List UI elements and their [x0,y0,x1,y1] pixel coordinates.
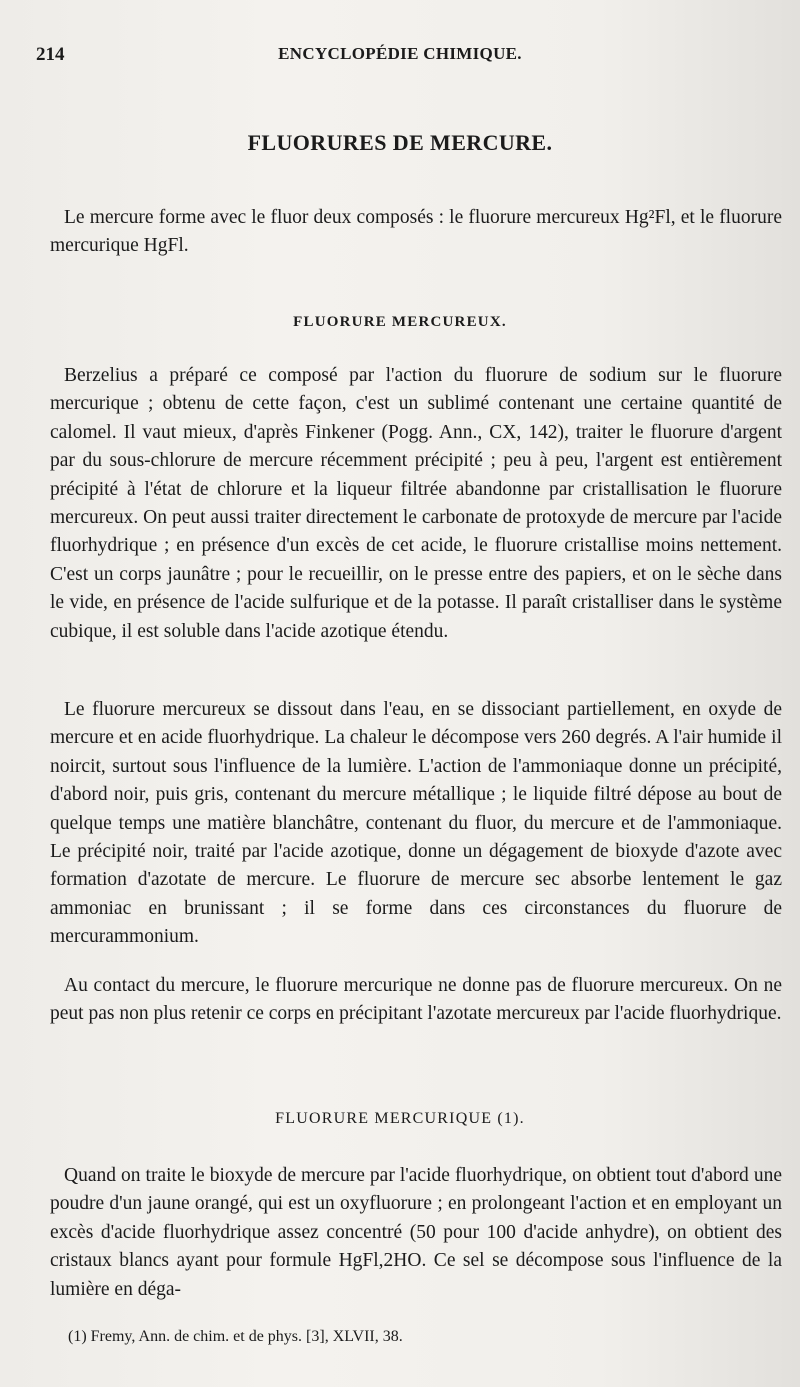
section-title-fluorure-mercurique: FLUORURE MERCURIQUE (1). [275,1110,525,1127]
body-paragraph: Au contact du mercure, le fluorure mercurique ne donne pas de fluorure mercureux. On ne peut pas non plus retenir ce corps en précipitant l'azotate mercureux par l'acide fluorhydrique. [50,975,782,1025]
page-number: 214 [36,44,65,65]
journal-title: ENCYCLOPÉDIE CHIMIQUE. [278,44,522,63]
section-title-fluorure-mercureux: FLUORURE MERCUREUX. [293,314,507,330]
body-paragraph: Quand on traite le bioxyde de mercure par l'acide fluorhydrique, on obtient tout d'abord une poudre d'un jaune orangé, qui est un oxyfluorure ; en prolongeant l'action et en employant un excès d'acide fluorhydrique assez concentré (50 pour 100 d'acide anhydre), on obtient des cristaux blancs ayant pour formule HgFl,2HO. Ce sel se décompose sous l'influence de la lumière en déga- [50,1165,782,1300]
running-header [36,44,764,72]
body-paragraph: Le fluorure mercureux se dissout dans l'eau, en se dissociant partiellement, en oxyde de mercure et en acide fluorhydrique. La chaleur le décompose vers 260 degrés. A l'air humide il noircit, surtout sous l'influence de la lumière. L'action de l'ammoniaque donne un précipité, d'abord noir, puis gris, contenant du mercure métallique ; le liquide filtré dépose au bout de quelque temps une matière blanchâtre, contenant du fluor, du mercure et de l'ammoniaque. Le précipité noir, traité par l'acide azotique, donne un dégagement de bioxyde d'azote avec formation d'azotate de mercure. Le fluorure de mercure sec absorbe lentement le gaz ammoniac en brunissant ; il se forme dans ces circonstances du fluorure de mercurammonium. [50,699,782,948]
intro-paragraph: Le mercure forme avec le fluor deux composés : le fluorure mercureux Hg²Fl, et le fluorure mercurique HgFl. [50,207,782,257]
body-paragraph: Berzelius a préparé ce composé par l'action du fluorure de sodium sur le fluorure mercurique ; obtenu de cette façon, c'est un sublimé contenant une certaine quantité de calomel. Il vaut mieux, d'après Finkener (Pogg. Ann., CX, 142), traiter le fluorure d'argent par du sous-chlorure de mercure récemment précipité ; peu à peu, l'argent est entièrement précipité à l'état de chlorure et la liqueur filtrée abandonne par cristallisation le fluorure mercureux. On peut aussi traiter directement le carbonate de protoxyde de mercure par l'acide fluorhydrique ; en présence d'un excès de cet acide, le fluorure cristallise moins nettement. C'est un corps jaunâtre ; pour le recueillir, on le presse entre des papiers, et on le sèche dans le vide, en présence de l'acide sulfurique et de la potasse. Il paraît cristalliser dans le système cubique, il est soluble dans l'acide azotique étendu. [50,365,782,642]
chapter-title: FLUORURES DE MERCURE. [247,130,553,155]
footnote: (1) Fremy, Ann. de chim. et de phys. [3], XLVII, 38. [68,1328,403,1345]
